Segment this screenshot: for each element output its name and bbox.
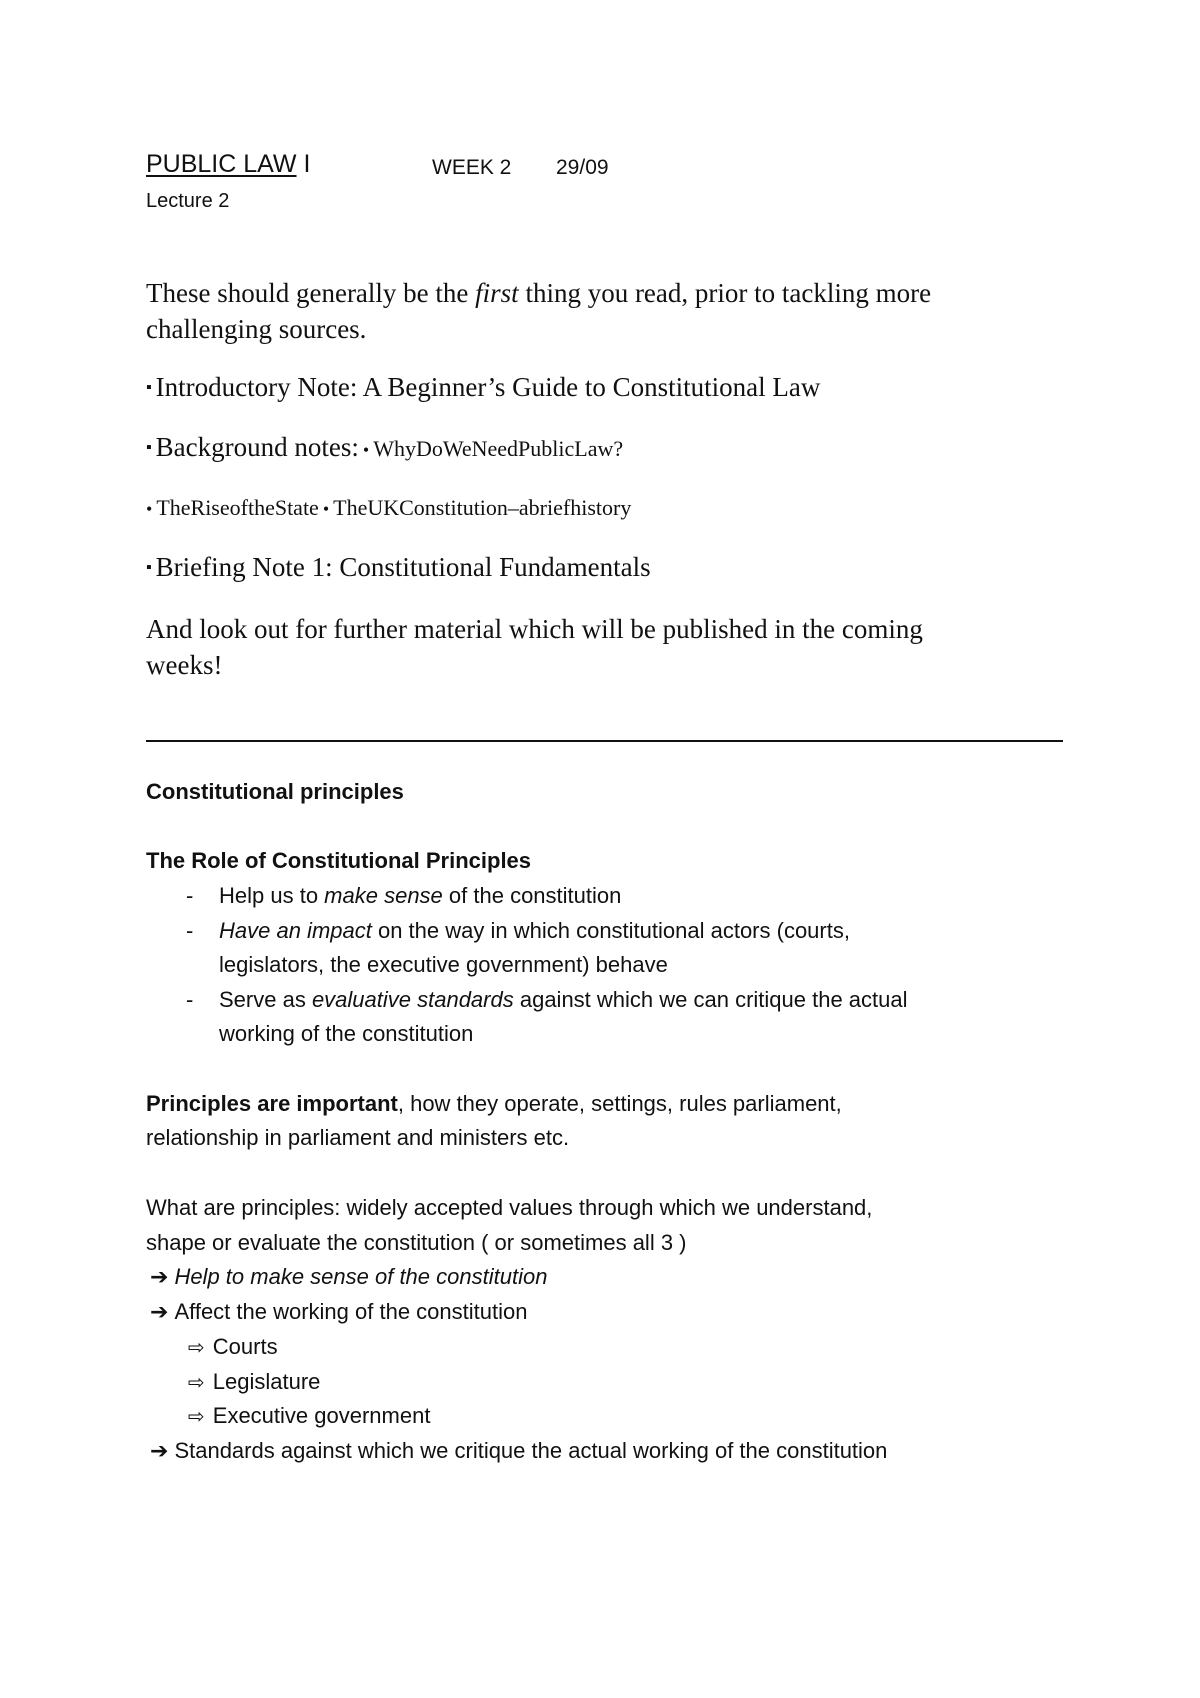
reading-subitem-text: TheRiseoftheState bbox=[156, 495, 319, 520]
arrow-item-text: Standards against which we critique the actual working of the constitution bbox=[174, 1438, 888, 1463]
intro-text-b: thing you read, prior to tackling more challenging sources. bbox=[146, 278, 932, 344]
definition-line2: shape or evaluate the constitution ( or sometimes all 3 ) bbox=[146, 1230, 687, 1255]
intro-text-a: These should generally be the bbox=[146, 278, 476, 308]
section-subheading: The Role of Constitutional Principles bbox=[146, 848, 532, 873]
sub-item-executive bbox=[188, 1403, 430, 1429]
arrow-right-icon: ➔ bbox=[150, 1299, 169, 1324]
role-item-3 bbox=[219, 987, 908, 1013]
course-title-suffix: I bbox=[296, 150, 311, 178]
dash-bullet-icon: - bbox=[186, 883, 194, 908]
role-emphasis: evaluative standards bbox=[311, 987, 514, 1012]
importance-bold: Principles are important bbox=[146, 1091, 398, 1116]
date-label: 29/09 bbox=[556, 156, 609, 179]
importance-line2: relationship in parliament and ministers etc. bbox=[146, 1125, 570, 1150]
reading-item-briefing-note bbox=[146, 552, 651, 583]
reading-item-text: Briefing Note 1: Constitutional Fundamentals bbox=[155, 552, 651, 582]
role-item-2-cont: legislators, the executive government) behave bbox=[219, 952, 668, 977]
dash-bullet-icon: - bbox=[186, 918, 194, 943]
role-text: Help us to bbox=[219, 883, 325, 908]
role-text: of the constitution bbox=[442, 883, 622, 908]
section-heading: Constitutional principles bbox=[146, 779, 404, 804]
reading-outro-line2: weeks! bbox=[146, 650, 223, 680]
arrow-item-sense bbox=[150, 1264, 547, 1290]
course-title-underlined: PUBLIC LAW bbox=[146, 150, 297, 178]
reading-item-history bbox=[146, 495, 631, 521]
role-emphasis: Have an impact bbox=[219, 918, 372, 943]
dot-bullet-icon: • bbox=[322, 499, 330, 519]
role-text: on the way in which constitutional actors (courts, bbox=[371, 918, 850, 943]
arrow-item-text: Affect the working of the constitution bbox=[174, 1299, 528, 1324]
reading-outro-line1: And look out for further material which will be published in the coming bbox=[146, 614, 923, 644]
reading-item-introductory-note bbox=[146, 372, 820, 403]
sub-item-text: Executive government bbox=[212, 1403, 431, 1428]
square-bullet-icon: ▪ bbox=[146, 439, 152, 456]
hollow-arrow-icon: ⇨ bbox=[188, 1406, 205, 1428]
role-text: Serve as bbox=[219, 987, 312, 1012]
reading-item-text: Introductory Note: A Beginner’s Guide to Constitutional Law bbox=[155, 372, 821, 402]
reading-subitem-text: WhyDoWeNeedPublicLaw? bbox=[373, 436, 624, 461]
sub-item-courts bbox=[188, 1334, 278, 1360]
sub-item-text: Legislature bbox=[212, 1369, 321, 1394]
importance-line1 bbox=[146, 1091, 842, 1117]
arrow-right-icon: ➔ bbox=[150, 1438, 169, 1463]
dot-bullet-icon: • bbox=[146, 499, 153, 519]
importance-rest: , how they operate, settings, rules parliament, bbox=[397, 1091, 842, 1116]
role-item-3-cont: working of the constitution bbox=[219, 1021, 474, 1046]
arrow-item-text: Help to make sense of the constitution bbox=[174, 1264, 548, 1289]
role-text: against which we can critique the actual bbox=[513, 987, 908, 1012]
role-emphasis: make sense bbox=[324, 883, 443, 908]
reading-intro bbox=[146, 275, 1046, 347]
dash-bullet-icon: - bbox=[186, 987, 194, 1012]
square-bullet-icon: ▪ bbox=[146, 379, 152, 396]
section-divider bbox=[146, 740, 1063, 742]
course-title bbox=[146, 150, 310, 179]
sub-item-text: Courts bbox=[212, 1334, 278, 1359]
reading-item-background-notes bbox=[146, 432, 623, 463]
reading-item-text: Background notes: bbox=[155, 432, 359, 462]
week-label: WEEK 2 bbox=[432, 156, 512, 179]
arrow-item-working bbox=[150, 1299, 527, 1325]
reading-subitem-text: TheUKConstitution–abriefhistory bbox=[333, 495, 632, 520]
arrow-right-icon: ➔ bbox=[150, 1264, 169, 1289]
role-item-1 bbox=[219, 883, 621, 909]
role-item-2 bbox=[219, 918, 850, 944]
arrow-item-standards bbox=[150, 1438, 887, 1464]
hollow-arrow-icon: ⇨ bbox=[188, 1372, 205, 1394]
intro-emphasis: first bbox=[475, 278, 519, 308]
hollow-arrow-icon: ⇨ bbox=[188, 1337, 205, 1359]
square-bullet-icon: ▪ bbox=[146, 559, 152, 576]
sub-item-legislature bbox=[188, 1369, 320, 1395]
definition-line1: What are principles: widely accepted values through which we understand, bbox=[146, 1195, 873, 1220]
lecture-label: Lecture 2 bbox=[146, 190, 230, 212]
dot-bullet-icon: • bbox=[362, 440, 370, 460]
